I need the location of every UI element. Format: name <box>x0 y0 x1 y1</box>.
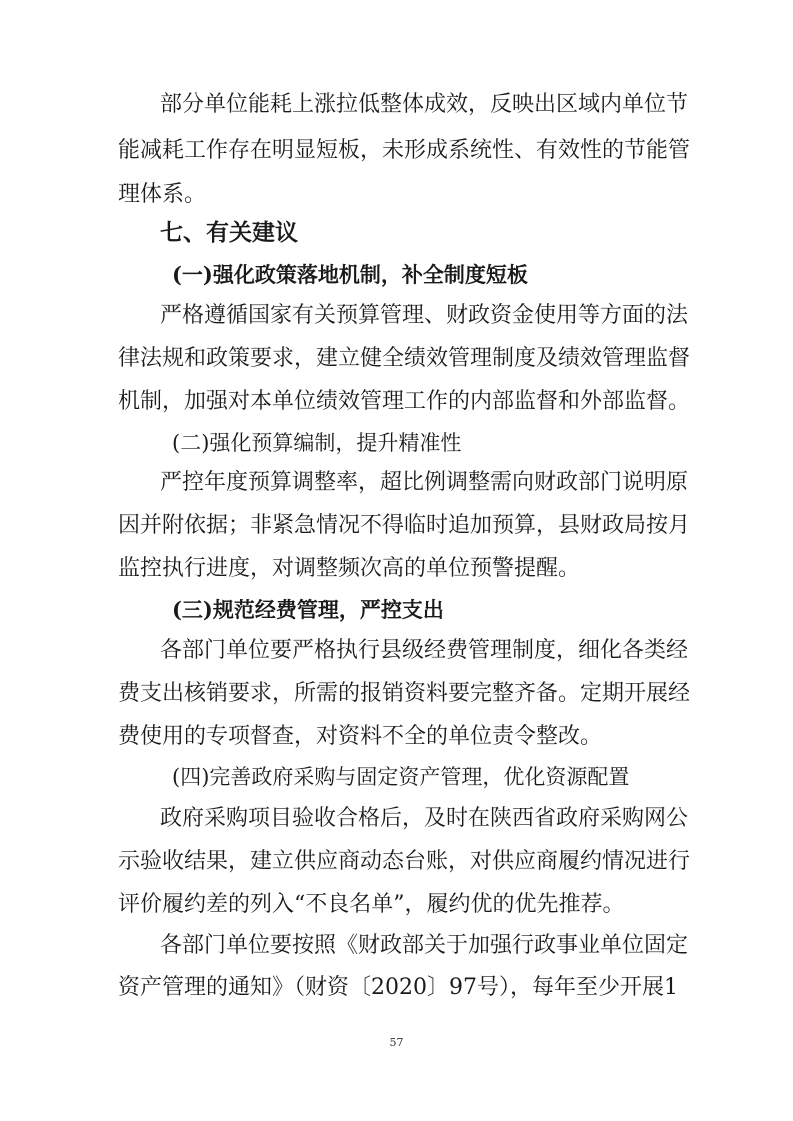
paragraph-line: 各部门单位要严格执行县级经费管理制度，细化各类经 <box>160 638 689 663</box>
paragraph-line: 机制，加强对本单位绩效管理工作的内部监督和外部监督。 <box>118 389 691 414</box>
subsection-heading: (二)强化预算编制，提升精准性 <box>172 431 462 455</box>
paragraph-line: 示验收结果，建立供应商动态台账，对供应商履约情况进行 <box>118 849 691 874</box>
paragraph-line: 部分单位能耗上涨拉低整体成效，反映出区域内单位节 <box>160 92 689 117</box>
paragraph-line: 严格遵循国家有关预算管理、财政资金使用等方面的法 <box>160 303 689 328</box>
paragraph-line: 理体系。 <box>118 182 207 207</box>
section-heading: 七、有关建议 <box>160 220 298 246</box>
paragraph-line: 资产管理的通知》（财资〔2020〕97号），每年至少开展1 <box>118 975 678 1000</box>
paragraph-line: 严控年度预算调整率，超比例调整需向财政部门说明原 <box>160 470 689 495</box>
paragraph-line: 能减耗工作存在明显短板，未形成系统性、有效性的节能管 <box>118 138 691 163</box>
paragraph-line: 评价履约差的列入“不良名单”，履约优的优先推荐。 <box>118 892 625 917</box>
subsection-heading: (四)完善政府采购与固定资产管理，优化资源配置 <box>172 765 630 789</box>
paragraph-line: 律法规和政策要求，建立健全绩效管理制度及绩效管理监督 <box>118 346 691 371</box>
subsection-heading: (三)规范经费管理，严控支出 <box>172 597 444 622</box>
paragraph-line: 各部门单位要按照《财政部关于加强行政事业单位固定 <box>160 933 689 958</box>
paragraph-line: 因并附依据；非紧急情况不得临时追加预算，县财政局按月 <box>118 513 691 538</box>
page-number: 57 <box>389 1036 404 1049</box>
paragraph-line: 政府采购项目验收合格后，及时在陕西省政府采购网公 <box>160 806 689 831</box>
paragraph-line: 费使用的专项督查，对资料不全的单位责令整改。 <box>118 724 603 749</box>
subsection-heading: (一)强化政策落地机制，补全制度短板 <box>172 262 528 287</box>
paragraph-line: 费支出核销要求，所需的报销资料要完整齐备。定期开展经 <box>118 681 691 706</box>
paragraph-line: 监控执行进度，对调整频次高的单位预警提醒。 <box>118 556 581 581</box>
